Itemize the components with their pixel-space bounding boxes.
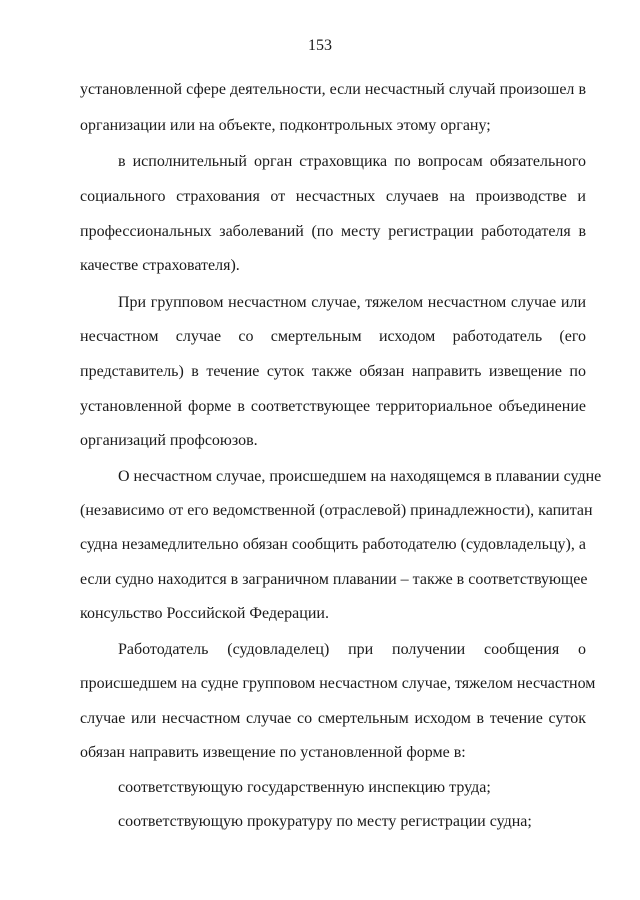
text-line: консульство Российской Федерации.	[80, 605, 329, 622]
text-line: обязан направить извещение по установленной форме в:	[80, 744, 466, 761]
text-line: в исполнительный орган страховщика по вопросам обязательного	[118, 153, 586, 170]
text-line: установленной сфере деятельности, если несчастный случай произошел в	[80, 81, 586, 98]
text-line: соответствующую прокуратуру по месту регистрации судна;	[118, 813, 532, 830]
text-line: организаций профсоюзов.	[80, 432, 258, 449]
text-line: соответствующую государственную инспекцию труда;	[118, 779, 491, 796]
text-line: установленной форме в соответствующее территориальное объединение	[80, 398, 586, 415]
text-line: При групповом несчастном случае, тяжелом несчастном случае или	[118, 294, 586, 311]
text-line: О несчастном случае, происшедшем на находящемся в плавании судне	[118, 468, 602, 485]
text-line: судна незамедлительно обязан сообщить работодателю (судовладельцу), а	[80, 536, 586, 553]
text-line: (независимо от его ведомственной (отраслевой) принадлежности), капитан	[80, 502, 593, 519]
text-line: Работодатель (судовладелец) при получении сообщения о	[118, 641, 586, 658]
text-line: представитель) в течение суток также обязан направить извещение по	[80, 363, 586, 380]
text-line: социального страхования от несчастных случаев на производстве и	[80, 188, 586, 205]
text-line: происшедшем на судне групповом несчастном случае, тяжелом несчастном	[80, 675, 596, 692]
text-line: случае или несчастном случае со смертельным исходом в течение суток	[80, 710, 586, 727]
text-line: профессиональных заболеваний (по месту регистрации работодателя в	[80, 223, 586, 240]
page-number: 153	[308, 37, 332, 54]
text-line: организации или на объекте, подконтрольных этому органу;	[80, 117, 491, 134]
text-line: несчастном случае со смертельным исходом работодатель (его	[80, 328, 586, 345]
text-line: качестве страхователя).	[80, 257, 240, 274]
text-line: если судно находится в заграничном плавании – также в соответствующее	[80, 571, 588, 588]
